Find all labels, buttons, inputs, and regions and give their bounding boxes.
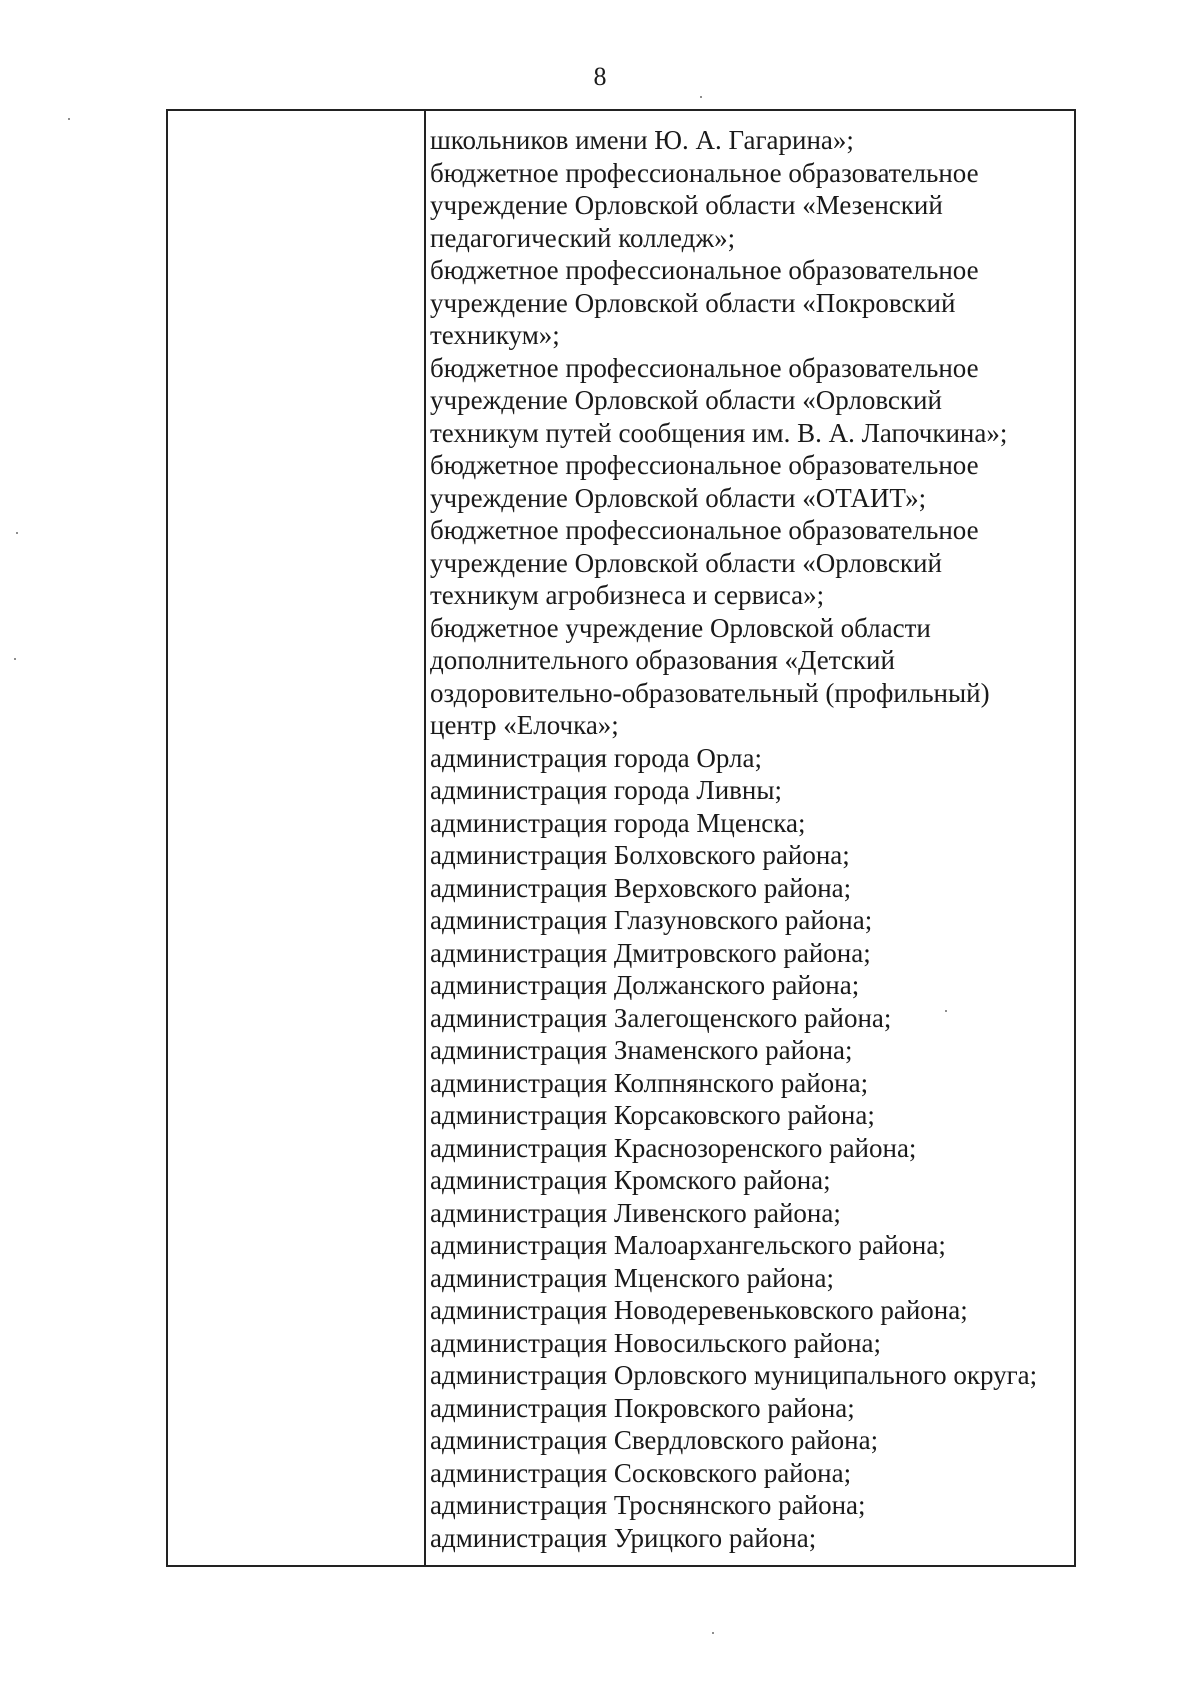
document-table xyxy=(166,109,1076,1567)
table-text-line: администрация Залегощенского района; xyxy=(430,1002,892,1033)
table-text-line: учреждение Орловской области «Орловский xyxy=(430,385,942,415)
table-text-line: бюджетное профессиональное образовательное xyxy=(430,255,979,285)
table-text-line: учреждение Орловской области «Мезенский xyxy=(430,190,943,220)
table-text-line: администрация Новодеревеньковского района; xyxy=(430,1295,968,1325)
table-text-line: учреждение Орловской области «Орловский xyxy=(430,547,942,578)
table-text-line: администрация Свердловского района; xyxy=(430,1425,879,1455)
table-text-line: администрация Покровского района; xyxy=(430,1392,855,1423)
table-text-line: администрация города Мценска; xyxy=(430,807,806,838)
scan-speck xyxy=(945,1010,947,1012)
table-text-line: администрация Знаменского района; xyxy=(430,1035,853,1065)
table-text-line: бюджетное профессиональное образовательное xyxy=(430,515,979,545)
table-text-line: бюджетное профессиональное образовательное xyxy=(430,157,979,188)
page-number: 8 xyxy=(593,62,607,91)
table-text-line: администрация Болховского района; xyxy=(430,840,850,870)
table-text-line: администрация Корсаковского района; xyxy=(430,1100,875,1130)
table-text-line: администрация города Ливны; xyxy=(430,775,783,805)
table-left-cell xyxy=(168,111,424,1565)
table-text-line: бюджетное профессиональное образовательное xyxy=(430,450,979,480)
table-text-line: администрация города Орла; xyxy=(430,742,763,773)
table-text-line: администрация Кромского района; xyxy=(430,1165,831,1195)
table-text-line: администрация Новосильского района; xyxy=(430,1327,882,1358)
table-text-line: учреждение Орловской области «Покровский xyxy=(430,287,956,318)
scan-speck xyxy=(712,1632,714,1634)
table-text-line: школьников имени Ю. А. Гагарина»; xyxy=(430,125,854,155)
table-text-line: администрация Дмитровского района; xyxy=(430,937,871,968)
scan-speck xyxy=(700,96,702,98)
table-text-line: администрация Ливенского района; xyxy=(430,1197,841,1228)
table-text-line: администрация Орловского муниципального округа; xyxy=(430,1360,1038,1390)
table-right-cell xyxy=(422,124,1070,1565)
table-text-line: бюджетное профессиональное образовательное xyxy=(430,352,979,383)
table-text-line: администрация Глазуновского района; xyxy=(430,905,873,935)
table-text-line: администрация Верховского района; xyxy=(430,872,852,903)
table-text-line: администрация Колпнянского района; xyxy=(430,1067,869,1098)
table-text-line: администрация Малоархангельского района; xyxy=(430,1230,946,1260)
scan-speck xyxy=(68,118,70,120)
table-text-line: дополнительного образования «Детский xyxy=(430,645,895,675)
table-text-line: педагогический колледж»; xyxy=(430,222,736,253)
table-text-line: бюджетное учреждение Орловской области xyxy=(430,612,931,643)
table-text-line: техникум агробизнеса и сервиса»; xyxy=(430,580,825,610)
table-text-line: администрация Урицкого района; xyxy=(430,1522,817,1553)
table-text-line: учреждение Орловской области «ОТАИТ»; xyxy=(430,482,927,513)
table-text-line: администрация Краснозоренского района; xyxy=(430,1132,917,1163)
table-text-line: техникум путей сообщения им. В. А. Лапочкина»; xyxy=(430,417,1008,448)
table-text-line: администрация Сосковского района; xyxy=(430,1457,852,1488)
table-text-line: оздоровительно-образовательный (профильный) xyxy=(430,677,990,708)
table-text-line: техникум»; xyxy=(430,320,560,350)
scan-speck xyxy=(14,658,16,660)
table-text-line: администрация Должанского района; xyxy=(430,970,860,1000)
scan-speck xyxy=(16,532,18,534)
table-text-line: администрация Мценского района; xyxy=(430,1262,834,1293)
table-text-line: центр «Елочка»; xyxy=(430,710,619,740)
table-text-line: администрация Троснянского района; xyxy=(430,1490,866,1520)
